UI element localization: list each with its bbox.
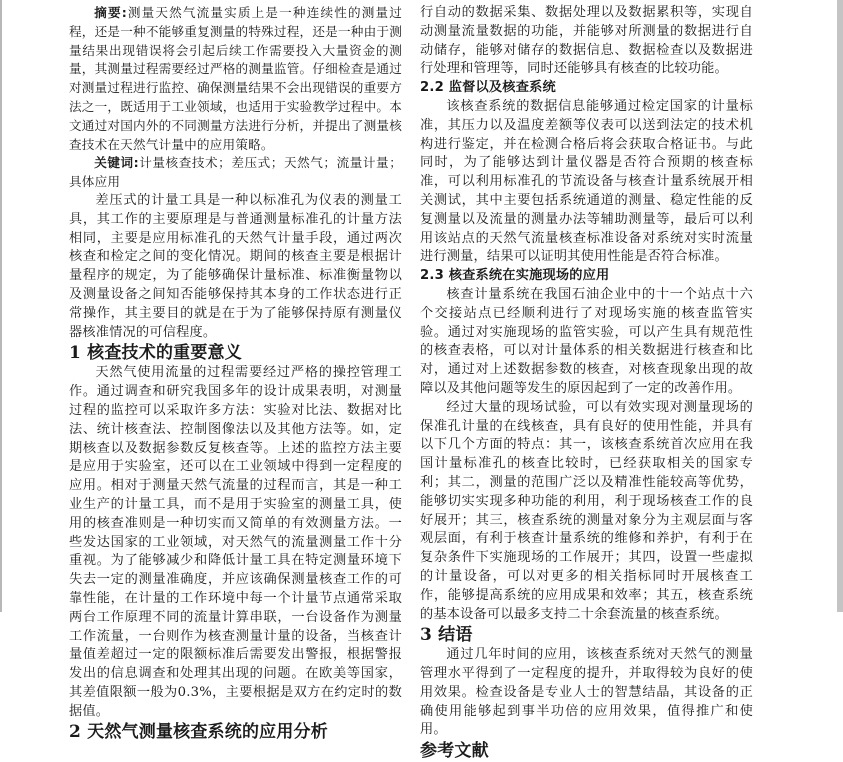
page-right-edge: [837, 0, 843, 612]
section-2-3-heading: 2.3 核查系统在实施现场的应用: [420, 268, 610, 284]
section-1-paragraph: 天然气使用流量的过程需要经过严格的操控管理工作。通过调查和研究我国多年的设计成果表明，对测量过程的监控可以采取许多方法：实验对比法、数据对比法、统计核查法、控制图像法以及其他方法等。如，定期核查以及数据参数反复核查等。上述的监控方法主要是应用于实验室，还可以在工业领域中得到一定程度的应用。相对于测量天然气流量的过程而言，其是一种工业生产的计量工具，而不是用于实验室的测量工具，使用的核查准则是一种切实而又简单的有效测量方法。一些发达国家的工业领域，对天然气的流量测量工作十分重视。为了能够减少和降低计量工具在特定测量环境下失去一定的测量准确度，并应该确保测量核查工作的可靠性能，在计量的工作环境中每一个计量节点通常采取两台工作原理不同的流量计算串联，一台设备作为测量工作流量，一台则作为核查测量计量的设备，当核查计量值差超过一定的限额标准后需要发出警报，根据警报发出的信息调查和处理其出现的问题。在欧美等国家，其差值限额一般为0.3%，主要根据是双方在约定时的数据值。: [69, 365, 402, 719]
references-heading: 参考文献: [420, 741, 489, 762]
left-column: [69, 4, 402, 743]
section-3-paragraph: 通过几年时间的应用，该核查系统对天然气的测量管理水平得到了一定程度的提升，并取得较为良好的使用效果。检查设备是专业人士的智慧结晶，其设备的正确使用能够起到事半功倍的应用效果，值得推广和使用。: [420, 647, 753, 738]
intro-paragraph: 差压式的计量工具是一种以标准孔为仪表的测量工具，其工作的主要原理是与普通测量标准孔的计量方法相同，主要是应用标准孔的天然气计量手段，通过两次核查和检定之间的变化情况。期间的核查主要是根据计量程序的规定，为了能够确保计量标准、标准衡量物以及测量设备之间知否能够保持其本身的工作状态进行正常操作，其主要目的就是在于为了能够保持原有测量仪器核准情况的可信程度。: [69, 192, 402, 340]
section-2-3-paragraph-1: 核查计量系统在我国石油企业中的十一个站点十六个交接站点已经顺利进行了对现场实施的核查监管实验。通过对实施现场的监管实验，可以产生具有规范性的核查表格，可以对计量体系的相关数据进行核查和比对，通过对上述数据参数的核查，对核查现象出现的故障以及其他问题等发生的原因起到了一定的改善作用。: [420, 286, 753, 396]
abstract: [69, 4, 402, 154]
section-3-heading: 3 结语: [420, 625, 473, 646]
section-1-heading: 1 核查技术的重要意义: [69, 343, 242, 364]
abstract-text: 测量天然气流量实质上是一种连续性的测量过程，还是一种不能够重复测量的特殊过程，还是一种由于测量结果出现错误将会引起后续工作需要投入大量资金的测量，其测量过程需要经过严格的测量监管。仔细检查是通过对测量过程进行监控、确保测量结果不会出现错误的重要方法之一，既适用于工业领域，也适用于实验教学过程中。本文通过对国内外的不同测量方法进行分析，并提出了测量核查技术在天然气计量中的应用策略。: [69, 5, 403, 152]
right-column: [420, 4, 753, 762]
page-left-edge: [0, 0, 2, 612]
continued-paragraph: 行自动的数据采集、数据处理以及数据累积等，实现自动测量流量数据的功能，并能够对所测量的数据进行自动储存，能够对储存的数据信息、数据检查以及数据进行处理和管理等，同时还能够具有核查的比较功能。: [420, 5, 753, 77]
section-2-3-paragraph-2: 经过大量的现场试验，可以有效实现对测量现场的保准孔计量的在线核查，具有良好的使用性能，并具有以下几个方面的特点：其一，该核查系统首次应用在我国计量标准孔的核查比较时，已经获取相关的国家专利；其二，测量的范围广泛以及精准性能较高等优势，能够切实实现多种功能的利用，利于现场核查工作的良好展开；其三，核查系统的测量对象分为主观层面与客观层面，有利于核查计量系统的维修和养护，有利于在复杂条件下实施现场的工作展开；其四，设置一些虚拟的计量设备，可以对更多的相关指标同时开展核查工作，能够提高系统的应用成果和效率；其五，核查系统的基本设备可以最多支持二十余套流量的核查系统。: [420, 399, 753, 622]
keywords: [69, 154, 402, 192]
keywords-label: 关键词:: [94, 155, 139, 171]
abstract-label: 摘要:: [94, 5, 127, 20]
section-2-2-heading: 2.2 监督以及核查系统: [420, 80, 556, 96]
references-heading-cutoff: [420, 740, 753, 762]
section-2-heading: 2 天然气测量核查系统的应用分析: [69, 722, 328, 743]
keywords-text: 计量核查技术；差压式；天然气；流量计量；具体应用: [69, 155, 402, 190]
section-2-2-paragraph: 该核查系统的数据信息能够通过检定国家的计量标准，其压力以及温度差额等仪表可以送到法定的技术机构进行鉴定，并在检测合格后将会获取合格证书。与此同时，为了能够达到计量仪器是否符合预期的核查标准，可以利用标准孔的节流设备与核查计量系统展开相关测试，其中主要包括系统通道的测量、稳定性能的反复测量以及流量的测量办法等辅助测量等，最后可以利用该站点的天然气流量核查标准设备对系统对实时流量进行测量，结果可以证明其使用性能是否符合标准。: [420, 98, 753, 265]
